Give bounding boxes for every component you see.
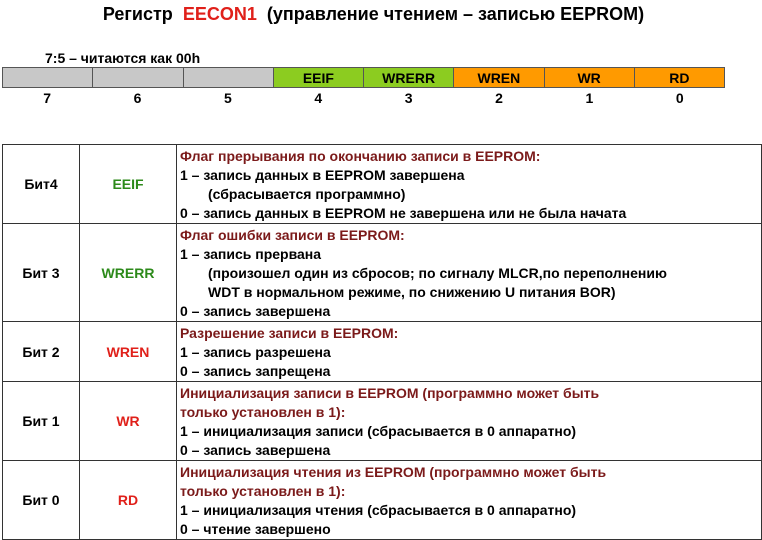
bit-number-0: 0 (675, 90, 684, 106)
description-heading: только установлен в 1): (180, 483, 346, 499)
description-line: 1 – инициализация записи (сбрасывается в 0 аппаратно) (180, 423, 577, 439)
bit-description-table (2, 144, 762, 540)
description-line: 1 – запись данных в EEPROM завершена (180, 167, 465, 183)
bit-description-cell (177, 382, 762, 461)
description-line: 0 – запись завершена (180, 442, 331, 458)
title-prefix: Регистр (102, 4, 173, 24)
bit-index-cell: Бит 2 (3, 322, 80, 382)
table-row (3, 461, 762, 540)
bit-number-row (2, 90, 725, 106)
bit-name-cell: WREN (80, 322, 177, 382)
table-row (3, 224, 762, 322)
register-bit-map (2, 67, 725, 88)
description-line: (сбрасывается программно) (208, 186, 406, 202)
table-row (3, 382, 762, 461)
bit-cell-3: WRERR (364, 68, 454, 87)
description-line: 0 – запись завершена (180, 303, 331, 319)
description-heading: Инициализация записи в EEPROM (программно может быть (180, 385, 600, 401)
bit-number-4: 4 (314, 90, 323, 106)
bit-cell-7 (3, 68, 93, 87)
description-line: (произошел один из сбросов; по сигналу MLCR,по переполнению (208, 265, 667, 281)
description-heading: только установлен в 1): (180, 404, 346, 420)
bit-description-cell (177, 322, 762, 382)
description-line: 1 – инициализация чтения (сбрасывается в 0 аппаратно) (180, 502, 577, 518)
bit-cell-1: WR (545, 68, 635, 87)
bit-number-3: 3 (404, 90, 413, 106)
table-row (3, 322, 762, 382)
bit-number-1: 1 (585, 90, 594, 106)
table-row (3, 145, 762, 224)
bit-index-cell: Бит4 (3, 145, 80, 224)
bit-number-7: 7 (43, 90, 52, 106)
title-suffix: (управление чтением – записью EEPROM) (266, 4, 645, 24)
bit-name-cell: EEIF (80, 145, 177, 224)
description-line: WDT в нормальном режиме, по снижению U питания BOR) (208, 284, 616, 300)
bit-index-cell: Бит 0 (3, 461, 80, 540)
description-line: 0 – запись данных в EEPROM не завершена или не была начата (180, 205, 627, 221)
reserved-bits-note: 7:5 – читаются как 00h (45, 50, 201, 66)
bit-cell-4: EEIF (274, 68, 364, 87)
description-line: 1 – запись разрешена (180, 344, 331, 360)
bit-index-cell: Бит 3 (3, 224, 80, 322)
bit-number-5: 5 (224, 90, 232, 106)
bit-index-cell: Бит 1 (3, 382, 80, 461)
bit-cell-2: WREN (454, 68, 544, 87)
bit-cell-0: RD (635, 68, 724, 87)
description-heading: Флаг прерывания по окончанию записи в EEPROM: (180, 148, 541, 164)
description-heading: Разрешение записи в EEPROM: (180, 325, 399, 341)
description-line: 0 – запись запрещена (180, 363, 331, 379)
bit-number-6: 6 (133, 90, 142, 106)
description-line: 1 – запись прервана (180, 246, 322, 262)
bit-name-cell: WR (80, 382, 177, 461)
bit-cell-6 (93, 68, 183, 87)
bit-description-cell (177, 224, 762, 322)
description-line: 0 – чтение завершено (180, 521, 331, 537)
bit-name-cell: WRERR (80, 224, 177, 322)
bit-description-cell (177, 145, 762, 224)
bit-description-cell (177, 461, 762, 540)
bit-cell-5 (184, 68, 274, 87)
description-heading: Флаг ошибки записи в EEPROM: (180, 227, 405, 243)
bit-number-2: 2 (495, 90, 503, 106)
register-name: EECON1 (182, 4, 257, 24)
bit-name-cell: RD (80, 461, 177, 540)
page-title (0, 4, 747, 25)
description-heading: Инициализация чтения из EEPROM (программно может быть (180, 464, 607, 480)
